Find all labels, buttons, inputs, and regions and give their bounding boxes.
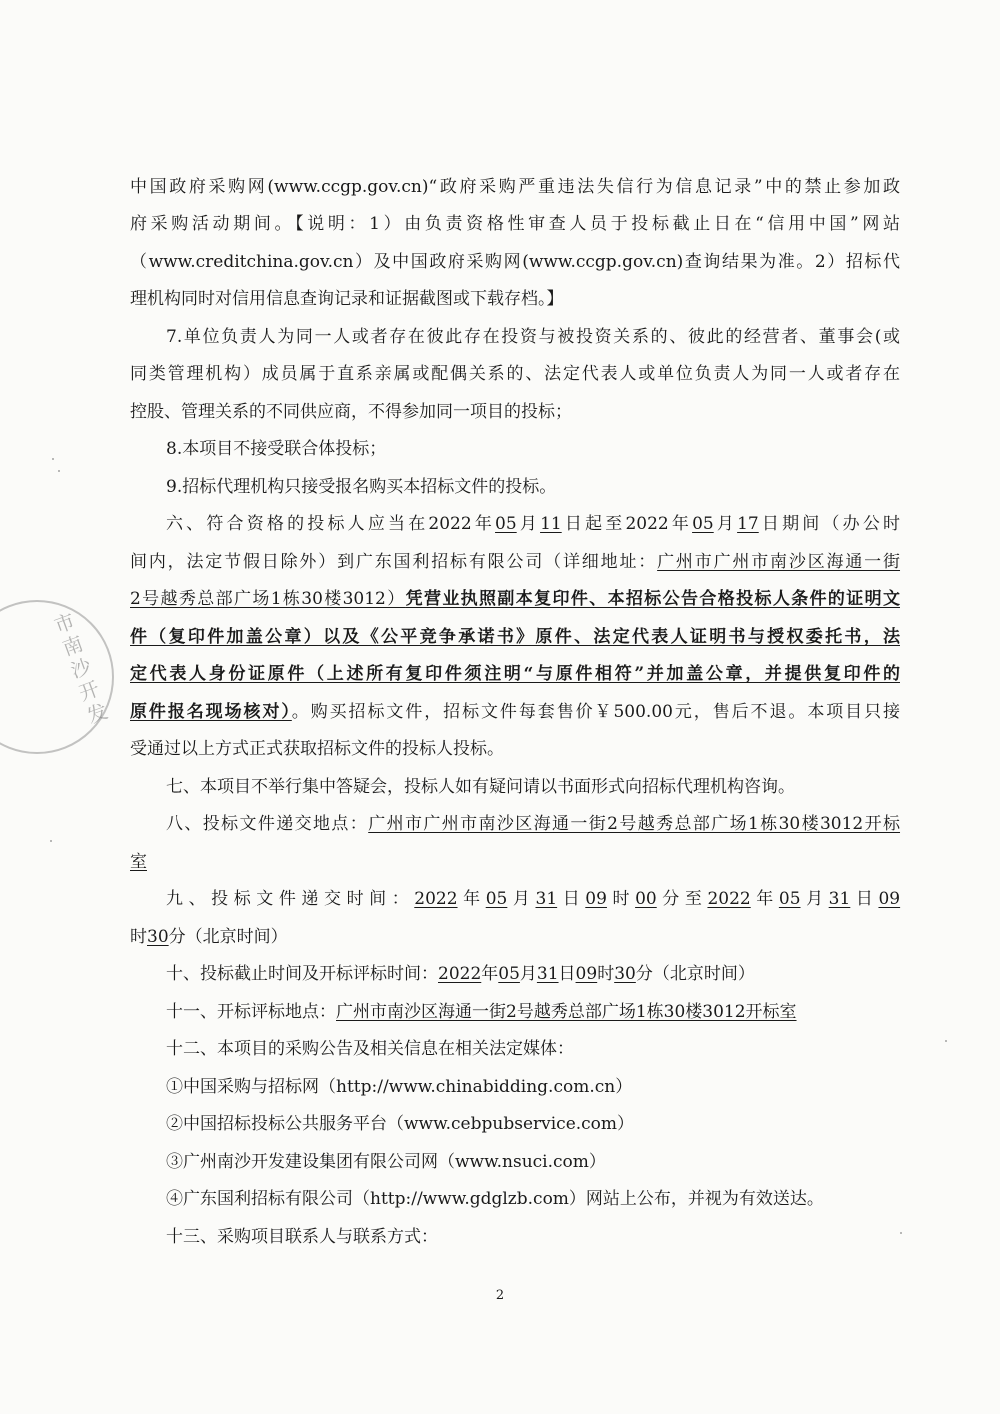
text-line: （www.creditchina.gov.cn）及中国政府采购网(www.ccgp.gov.cn)查询结果为准。2）招标代: [130, 252, 900, 272]
text-line: 十、投标截止时间及开标评标时间：2022年05月31日09时30分（北京时间）: [166, 964, 755, 984]
underlined-value: 11: [540, 514, 562, 534]
text-line: 受通过以上方式正式获取招标文件的投标人投标。: [130, 739, 504, 759]
media-item: ④广东国利招标有限公司（http://www.gdglzb.com）网站上公布，并视为有效送达。: [166, 1189, 824, 1209]
text-line: 室: [130, 852, 147, 872]
bold-requirement-line: 定代表人身份证原件（上述所有复印件须注明“与原件相符”并加盖公章，并提供复印件的: [130, 664, 900, 684]
text-line: 中国政府采购网(www.ccgp.gov.cn)“政府采购严重违法失信行为信息记录”中的禁止参加政: [130, 177, 900, 197]
text-line: 控股、管理关系的不同供应商，不得参加同一项目的投标；: [130, 402, 572, 422]
media-item: ③广州南沙开发建设集团有限公司网（www.nsuci.com）: [166, 1152, 606, 1172]
text-line: 原件报名现场核对）。购买招标文件，招标文件每套售价￥500.00元，售后不退。本项目只接: [130, 702, 901, 722]
bold-requirement: 原件报名现场核对）: [130, 702, 292, 722]
underlined-value: 05: [495, 514, 517, 534]
underlined-address: 广州市广州市南沙区海通一街: [657, 552, 901, 572]
scan-speck: [58, 470, 60, 472]
bold-requirement-line: 件（复印件加盖公章）以及《公平竞争承诺书》原件、法定代表人证明书与授权委托书，法: [130, 627, 900, 647]
underlined-value: 05: [692, 514, 714, 534]
scan-speck: [52, 458, 54, 460]
official-seal-text: 市南沙开发: [48, 609, 112, 731]
media-item: ①中国采购与招标网（http://www.chinabidding.com.cn）: [166, 1077, 633, 1097]
underlined-value: 17: [737, 514, 759, 534]
text-line: [130, 588, 900, 610]
text-line: 十二、本项目的采购公告及相关信息在相关法定媒体：: [166, 1039, 574, 1059]
underlined-address: 2号越秀总部广场1栋30楼3012）: [130, 589, 406, 609]
text-line: 九、投标文件递交时间：2022年05月31日09时00分至2022年05月31日09: [166, 889, 901, 909]
text-line: 9.招标代理机构只接受报名购买本招标文件的投标。: [166, 477, 557, 497]
text-line: 十一、开标评标地点：广州市南沙区海通一街2号越秀总部广场1栋30楼3012开标室: [166, 1002, 797, 1022]
text-line: 七、本项目不举行集中答疑会，投标人如有疑问请以书面形式向招标代理机构咨询。: [166, 777, 795, 797]
scan-speck: [945, 1040, 947, 1042]
underlined-address: 广州市南沙区海通一街2号越秀总部广场1栋30楼3012开标室: [336, 1002, 797, 1022]
bold-requirement: 凭营业执照副本复印件、本招标公告合格投标人条件的证明文: [405, 589, 900, 609]
media-item: ②中国招标投标公共服务平台（www.cebpubservice.com）: [166, 1114, 635, 1134]
text-line: 理机构同时对信用信息查询记录和证据截图或下载存档。】: [130, 289, 564, 309]
underlined-address: 广州市广州市南沙区海通一街2号越秀总部广场1栋30楼3012开标: [368, 814, 901, 834]
text-line: 八、投标文件递交地点：广州市广州市南沙区海通一街2号越秀总部广场1栋30楼3012开标: [166, 814, 901, 834]
text-line: 8.本项目不接受联合体投标；: [166, 439, 387, 459]
scan-speck: [50, 840, 52, 842]
text-line: 时30分（北京时间）: [130, 927, 288, 947]
text-line: 同类管理机构）成员属于直系亲属或配偶关系的、法定代表人或单位负责人为同一人或者存在: [130, 364, 900, 384]
text-line: 十三、采购项目联系人与联系方式：: [166, 1227, 438, 1247]
text-line: 7.单位负责人为同一人或者存在彼此存在投资与被投资关系的、彼此的经营者、董事会(或: [166, 327, 900, 347]
text-line: 六、符合资格的投标人应当在2022年05月11日起至2022年05月17日期间（办公时: [166, 514, 901, 534]
text-line: 府采购活动期间。【说明：1）由负责资格性审查人员于投标截止日在“信用中国”网站: [130, 214, 900, 234]
scan-speck: [900, 1232, 902, 1234]
text-line: 间内，法定节假日除外）到广东国利招标有限公司（详细地址：广州市广州市南沙区海通一街: [130, 552, 901, 572]
page-number: 2: [495, 1288, 505, 1303]
